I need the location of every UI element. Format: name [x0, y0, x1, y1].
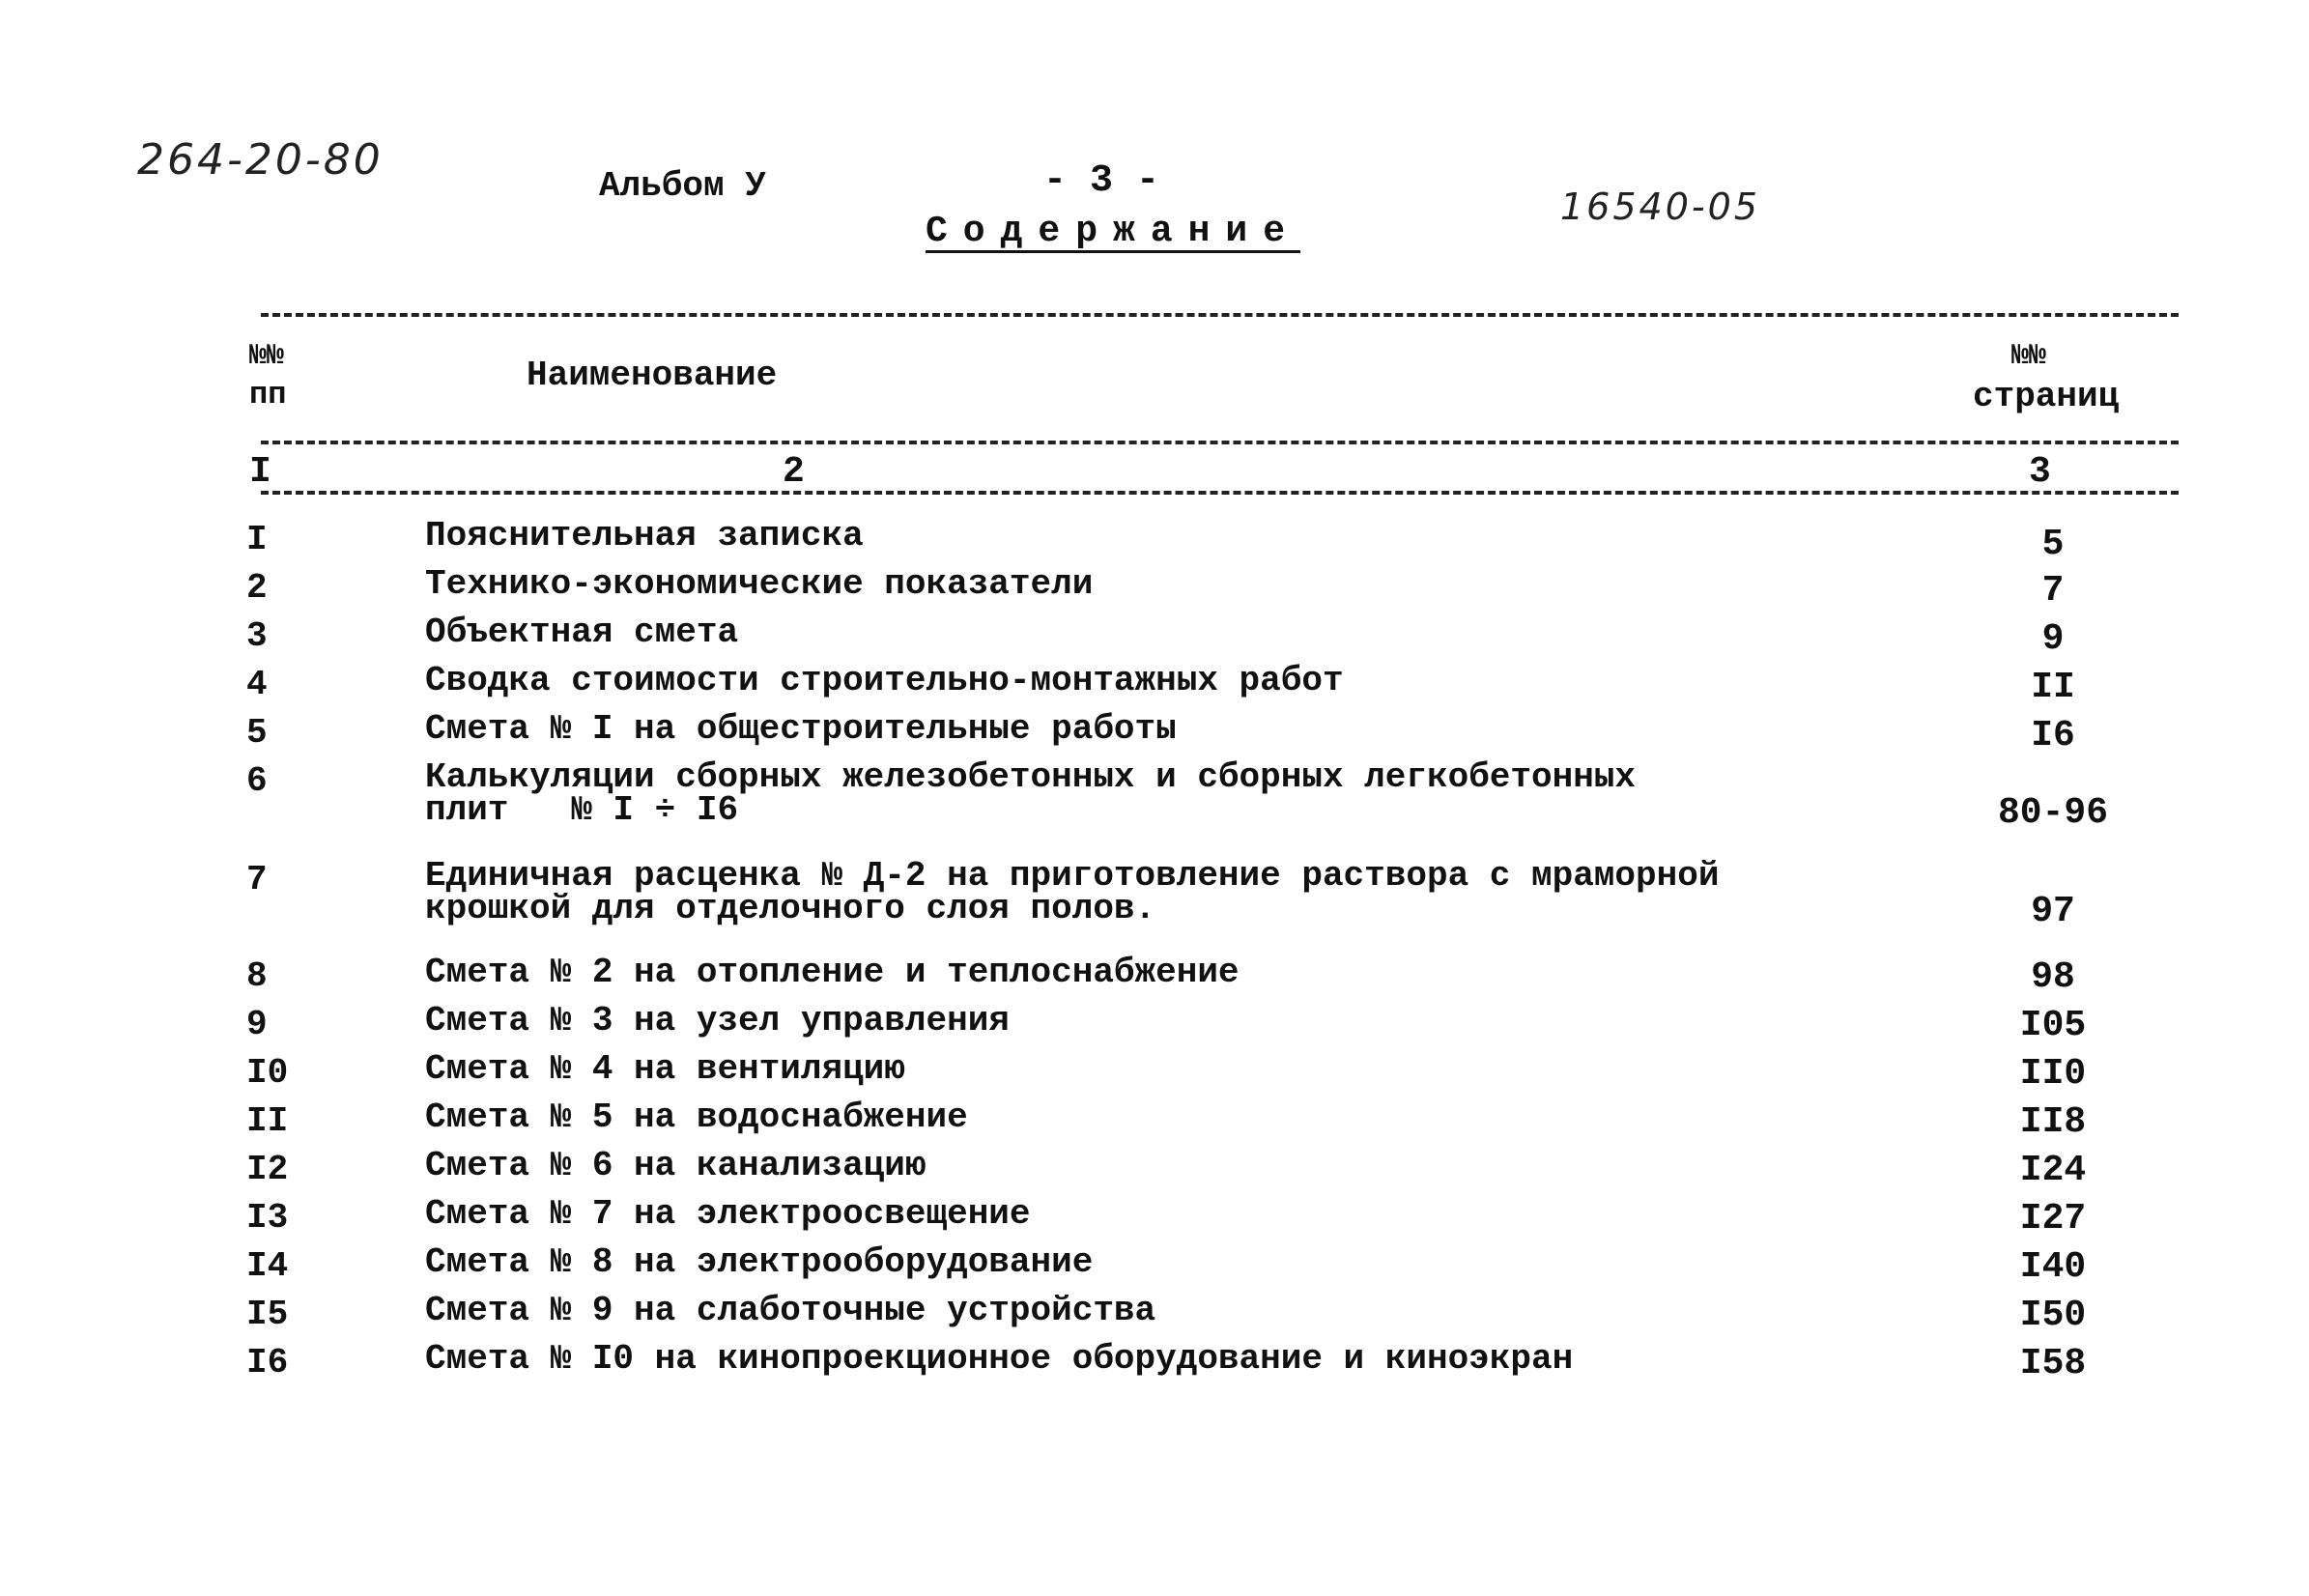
row-page: 98 [2031, 956, 2075, 998]
header-bottom-rule [261, 441, 2179, 444]
row-title: Технико-экономические показатели [425, 564, 1094, 604]
row-title: Сводка стоимости строительно-монтажных работ [425, 661, 1344, 700]
row-title: Смета № 2 на отопление и теплоснабжение [425, 953, 1240, 992]
table-row [0, 1339, 2309, 1384]
row-page: I6 [2031, 715, 2075, 756]
row-number: 8 [246, 956, 268, 996]
row-title: Объектная смета [425, 613, 739, 652]
table-row [0, 516, 2309, 565]
column-index-2: 2 [783, 451, 805, 493]
index-row-rule [261, 491, 2179, 495]
row-number: 2 [246, 568, 268, 608]
row-page: II0 [2019, 1053, 2087, 1095]
table-row [0, 953, 2309, 998]
row-title: Смета № 7 на электроосвещение [425, 1194, 1031, 1234]
table-row [0, 856, 2309, 932]
row-page: 5 [2041, 524, 2065, 565]
row-title: Единичная расценка № Д-2 на приготовление раствора с мраморной крошкой для отделочного слоя полов. [425, 856, 1720, 928]
row-title: Смета № 8 на электрооборудование [425, 1242, 1094, 1282]
row-title: Калькуляции сборных железобетонных и сборных легкобетонных плит № I ÷ I6 [425, 757, 1637, 830]
table-row [0, 1049, 2309, 1095]
row-number: I [246, 520, 268, 559]
table-row [0, 1146, 2309, 1191]
row-page: I24 [2019, 1150, 2087, 1191]
row-number: 5 [246, 713, 268, 753]
table-row [0, 661, 2309, 708]
row-page: I50 [2019, 1295, 2087, 1336]
table-row [0, 1291, 2309, 1336]
table-row [0, 613, 2309, 660]
table-row [0, 1194, 2309, 1240]
row-page: II8 [2019, 1101, 2087, 1143]
row-title: Смета № 4 на вентиляцию [425, 1049, 905, 1089]
row-page: I58 [2019, 1343, 2087, 1384]
row-number: I5 [246, 1295, 289, 1334]
row-number: 4 [246, 665, 268, 704]
row-title: Пояснительная записка [425, 516, 864, 556]
page-title: Содержание [926, 211, 1301, 252]
table-row [0, 1097, 2309, 1143]
row-title: Смета № I0 на кинопроекционное оборудование и киноэкран [425, 1339, 1574, 1379]
row-page: 80-96 [1997, 792, 2109, 834]
row-number: 6 [246, 761, 268, 801]
table-row [0, 1001, 2309, 1046]
row-title: Смета № 6 на канализацию [425, 1146, 926, 1185]
row-title: Смета № 9 на слаботочные устройства [425, 1291, 1156, 1330]
project-code-handwritten: 16540-05 [1560, 185, 1760, 228]
table-row [0, 564, 2309, 612]
row-page: II [2031, 667, 2075, 708]
column-num-header-line2: пп [249, 377, 287, 413]
document-code-handwritten: 264-20-80 [137, 135, 384, 185]
row-number: 7 [246, 860, 268, 899]
table-row [0, 709, 2309, 756]
row-number: I2 [246, 1150, 289, 1189]
row-number: I0 [246, 1053, 289, 1093]
album-label: Альбом У [599, 166, 766, 206]
row-page: I40 [2019, 1246, 2087, 1288]
row-title: Смета № I на общестроительные работы [425, 709, 1177, 749]
row-number: 9 [246, 1005, 268, 1044]
table-top-rule [261, 313, 2179, 317]
row-page: I27 [2019, 1198, 2087, 1240]
column-pages-header-line1: №№ [2011, 340, 2047, 373]
column-index-3: 3 [2029, 451, 2051, 493]
row-title: Смета № 5 на водоснабжение [425, 1097, 968, 1137]
row-page: I05 [2019, 1005, 2087, 1046]
column-num-header-line1: №№ [249, 340, 285, 373]
page-number: - 3 - [1043, 159, 1160, 203]
row-page: 7 [2041, 570, 2065, 612]
row-title: Смета № 3 на узел управления [425, 1001, 1010, 1040]
row-number: I6 [246, 1343, 289, 1382]
table-row [0, 1242, 2309, 1288]
row-number: II [246, 1101, 289, 1141]
row-page: 97 [2031, 891, 2075, 932]
column-pages-header-line2: страниц [1973, 377, 2120, 416]
row-number: 3 [246, 616, 268, 656]
column-index-1: I [249, 451, 271, 493]
row-number: I4 [246, 1246, 289, 1286]
row-page: 9 [2041, 618, 2065, 660]
row-number: I3 [246, 1198, 289, 1238]
table-row [0, 757, 2309, 834]
column-name-header: Наименование [527, 356, 778, 395]
